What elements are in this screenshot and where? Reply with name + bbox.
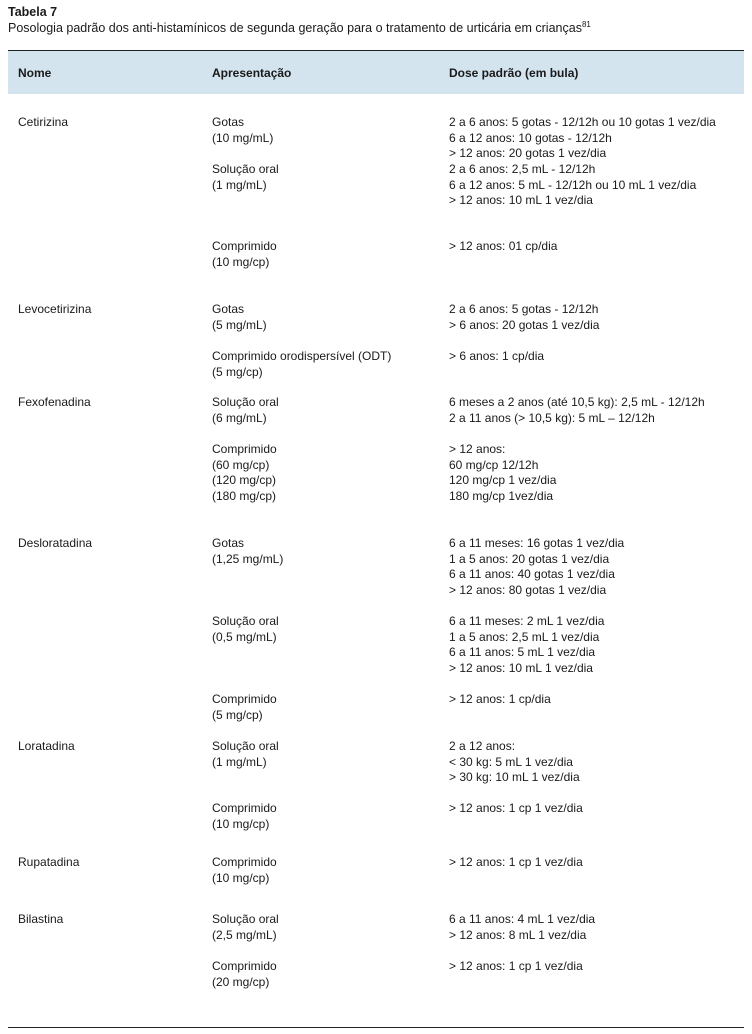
dose-line: 60 mg/cp 12/12h xyxy=(449,457,539,472)
presentation-line: Comprimido xyxy=(212,692,277,706)
dose-line: > 12 anos: 01 cp/dia xyxy=(449,239,558,253)
dose-line: > 12 anos: 1 cp 1 vez/dia xyxy=(449,959,583,973)
presentation-line: (10 mg/mL) xyxy=(212,130,274,145)
drug-name: Levocetirizina xyxy=(18,302,92,316)
dose-cell xyxy=(449,302,744,333)
dose-line: > 12 anos: xyxy=(449,442,506,456)
dose-line: > 12 anos: 20 gotas 1 vez/dia xyxy=(449,146,607,161)
drug-name: Desloratadina xyxy=(18,536,93,550)
dose-line: > 12 anos: 80 gotas 1 vez/dia xyxy=(449,582,607,597)
presentation-cell xyxy=(212,739,442,770)
presentation-line: Solução oral xyxy=(212,614,279,628)
presentation-cell xyxy=(212,959,442,990)
dose-line: 1 a 5 anos: 20 gotas 1 vez/dia xyxy=(449,551,610,566)
dose-cell xyxy=(449,115,744,162)
dose-line: 180 mg/cp 1vez/dia xyxy=(449,488,554,503)
presentation-line: (5 mg/cp) xyxy=(212,707,263,722)
presentation-line: (1 mg/mL) xyxy=(212,754,267,769)
presentation-cell xyxy=(212,536,442,567)
dose-cell xyxy=(449,349,744,365)
dose-line: 6 a 12 anos: 5 mL - 12/12h ou 10 mL 1 vez/dia xyxy=(449,177,697,192)
dose-line: 6 a 11 meses: 16 gotas 1 vez/dia xyxy=(449,536,625,550)
presentation-line: (60 mg/cp) xyxy=(212,457,270,472)
dose-line: < 30 kg: 5 mL 1 vez/dia xyxy=(449,754,573,769)
table-caption xyxy=(8,4,748,36)
drug-name: Bilastina xyxy=(18,912,64,926)
dose-line: 120 mg/cp 1 vez/dia xyxy=(449,473,557,488)
presentation-line: (2,5 mg/mL) xyxy=(212,927,277,942)
header-presentation: Apresentação xyxy=(212,66,292,80)
presentation-line: (180 mg/cp) xyxy=(212,488,277,503)
dose-line: > 12 anos: 8 mL 1 vez/dia xyxy=(449,927,587,942)
presentation-cell xyxy=(212,395,442,426)
dose-line: 6 a 11 anos: 40 gotas 1 vez/dia xyxy=(449,567,615,582)
presentation-line: Comprimido xyxy=(212,855,277,869)
presentation-line: (120 mg/cp) xyxy=(212,473,277,488)
header-dose: Dose padrão (em bula) xyxy=(449,66,579,80)
dose-cell xyxy=(449,692,744,708)
dose-cell xyxy=(449,395,744,426)
drug-name: Loratadina xyxy=(18,739,75,753)
header-name: Nome xyxy=(18,66,52,80)
presentation-line: (1 mg/mL) xyxy=(212,177,267,192)
dose-cell xyxy=(449,855,744,871)
dose-line: > 12 anos: 1 cp 1 vez/dia xyxy=(449,855,583,869)
dose-line: 6 a 11 meses: 2 mL 1 vez/dia xyxy=(449,614,605,628)
table-title: Tabela 7 xyxy=(8,5,58,19)
presentation-cell xyxy=(212,302,442,333)
presentation-line: (10 mg/cp) xyxy=(212,254,270,269)
presentation-line: Comprimido xyxy=(212,959,277,973)
presentation-cell xyxy=(212,614,442,645)
dose-line: > 12 anos: 1 cp/dia xyxy=(449,692,551,706)
dose-line: 1 a 5 anos: 2,5 mL 1 vez/dia xyxy=(449,629,600,644)
dose-line: 2 a 6 anos: 5 gotas - 12/12h xyxy=(449,302,599,316)
presentation-line: (0,5 mg/mL) xyxy=(212,629,277,644)
dose-line: > 30 kg: 10 mL 1 vez/dia xyxy=(449,770,580,785)
dose-cell xyxy=(449,162,744,209)
dose-line: 6 a 11 anos: 5 mL 1 vez/dia xyxy=(449,645,596,660)
dose-line: > 12 anos: 1 cp 1 vez/dia xyxy=(449,801,583,815)
table-header xyxy=(8,50,744,94)
table-subtitle-text: Posologia padrão dos anti-histamínicos de segunda geração para o tratamento de urticária em crianças xyxy=(8,21,582,35)
dose-line: 6 a 12 anos: 10 gotas - 12/12h xyxy=(449,130,612,145)
dose-cell xyxy=(449,739,744,786)
dose-line: 2 a 12 anos: xyxy=(449,739,516,753)
dose-cell xyxy=(449,959,744,975)
presentation-cell xyxy=(212,115,442,146)
presentation-cell xyxy=(212,912,442,943)
dose-line: 2 a 6 anos: 5 gotas - 12/12h ou 10 gotas 1 vez/dia xyxy=(449,115,716,129)
presentation-line: (10 mg/cp) xyxy=(212,870,270,885)
presentation-line: (20 mg/cp) xyxy=(212,974,270,989)
drug-name: Cetirizina xyxy=(18,115,69,129)
presentation-line: (5 mg/cp) xyxy=(212,364,263,379)
drug-name: Rupatadina xyxy=(18,855,80,869)
presentation-line: Gotas xyxy=(212,536,245,550)
presentation-cell xyxy=(212,855,442,886)
dose-cell xyxy=(449,442,744,504)
dose-line: 2 a 6 anos: 2,5 mL - 12/12h xyxy=(449,162,596,176)
dose-line: 6 meses a 2 anos (até 10,5 kg): 2,5 mL - 12/12h xyxy=(449,395,705,409)
dose-cell xyxy=(449,912,744,943)
table-bottom-rule xyxy=(8,1027,744,1028)
presentation-line: (1,25 mg/mL) xyxy=(212,551,284,566)
presentation-cell xyxy=(212,801,442,832)
dose-line: > 12 anos: 10 mL 1 vez/dia xyxy=(449,660,593,675)
presentation-line: (10 mg/cp) xyxy=(212,816,270,831)
dose-cell xyxy=(449,239,744,255)
presentation-line: Comprimido xyxy=(212,442,277,456)
reference-superscript: 81 xyxy=(581,19,591,29)
presentation-line: Solução oral xyxy=(212,739,279,753)
presentation-line: Gotas xyxy=(212,302,245,316)
presentation-cell xyxy=(212,692,442,723)
table-subtitle xyxy=(8,20,748,36)
presentation-line: Comprimido xyxy=(212,239,277,253)
presentation-cell xyxy=(212,162,442,193)
dose-line: > 6 anos: 1 cp/dia xyxy=(449,349,545,363)
presentation-line: Solução oral xyxy=(212,162,279,176)
presentation-line: (5 mg/mL) xyxy=(212,317,267,332)
presentation-cell xyxy=(212,239,442,270)
drug-name: Fexofenadina xyxy=(18,395,91,409)
presentation-line: (6 mg/mL) xyxy=(212,410,267,425)
presentation-line: Gotas xyxy=(212,115,245,129)
presentation-line: Solução oral xyxy=(212,395,279,409)
dose-cell xyxy=(449,801,744,817)
dose-line: > 12 anos: 10 mL 1 vez/dia xyxy=(449,193,593,208)
presentation-cell xyxy=(212,349,442,380)
dose-line: 6 a 11 anos: 4 mL 1 vez/dia xyxy=(449,912,596,926)
presentation-cell xyxy=(212,442,442,504)
presentation-line: Comprimido orodispersível (ODT) xyxy=(212,349,392,363)
presentation-line: Solução oral xyxy=(212,912,279,926)
dose-cell xyxy=(449,614,744,676)
dose-line: 2 a 11 anos (> 10,5 kg): 5 mL – 12/12h xyxy=(449,410,655,425)
dose-cell xyxy=(449,536,744,598)
presentation-line: Comprimido xyxy=(212,801,277,815)
dose-line: > 6 anos: 20 gotas 1 vez/dia xyxy=(449,317,600,332)
